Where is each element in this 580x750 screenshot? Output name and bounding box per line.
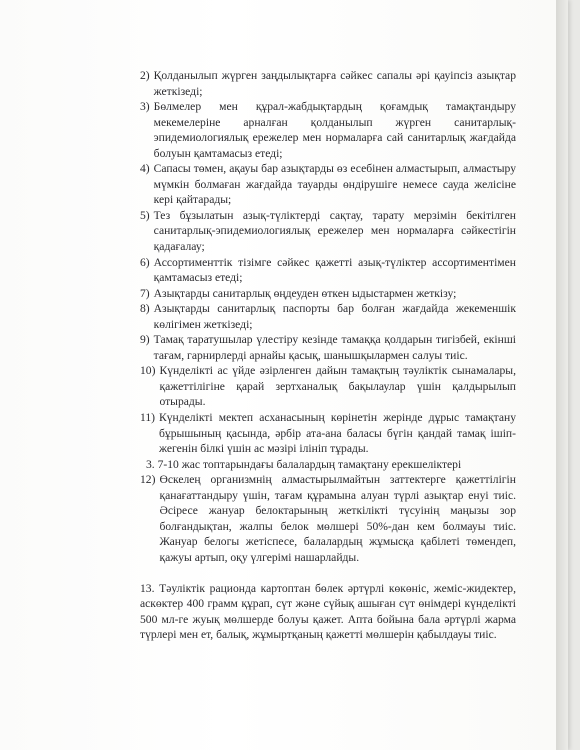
page-edge xyxy=(556,0,568,750)
item-number: 10) xyxy=(140,364,156,378)
list-item xyxy=(140,255,516,286)
list-item xyxy=(140,68,516,99)
item-text: Азықтарды санитарлық өңдеуден өткен ыдыстармен жеткізу; xyxy=(153,286,457,300)
item-text: Қолданылып жүрген заңдылықтарға сәйкес сапалы әрі қауіпсіз азықтар жеткізеді; xyxy=(153,69,516,98)
item-number: 6) xyxy=(140,255,150,269)
list-item xyxy=(140,472,516,565)
item-text: Өскелең организмнің алмастырылмайтын заттектерге қажеттілігін қанағаттандыру үшін, тағам құрамына алуан түрлі азықтар енуі тиіс. Әсіресе жануар белоктарының жеткіліктi түсуінің маңызы зор болғандықтан, жалпы белок мөлшері 50%-дан кем болмауы тиіс. Жануар белогы жетіспесе, балалардың жұмысқа қабілеті төмендеп, қажуы артып, оқу үлгерімі нашарлайды. xyxy=(159,473,516,564)
list-item xyxy=(140,286,516,302)
list-item xyxy=(140,301,516,332)
item-text: Күнделікті ас үйде әзірленген дайын тамақтың тәуліктік сынамалары, қажеттілігіне қарай зертханалық бақылаулар үшін қалдырылып отырады. xyxy=(159,364,516,409)
item-number: 3) xyxy=(140,100,150,114)
item-text: Тамақ таратушылар үлестіру кезінде тамаққа қолдарын тигізбей, екінші тағам, гарнирлерді арнайы қасық, шанышқылармен салуы тиіс. xyxy=(153,333,516,362)
item-number: 5) xyxy=(140,208,150,222)
paragraph-gap xyxy=(140,566,516,581)
list-item xyxy=(140,161,516,208)
paragraph-13: 13. Тәуліктік рационда картоптан бөлек әртүрлі көкөніс, жеміс-жидектер, аскөктер 400 грамм құрап, сүт және сүйық ашыған сүт өнімдері күнделікті 500 мл-ге жуық мөлшерде болуы қажет. Апта бойына бала әртүрлі жарма түрлері мен ет, балық, жұмыртқаның қажетті мөлшерін қабылдауы тиіс. xyxy=(140,581,516,642)
list-item xyxy=(140,363,516,410)
item-text: Бөлмелер мен құрал-жабдықтардың қоғамдық тамақтандыру мекемелеріне арналған қолданылып жүрген санитарлық-эпидемиологиялық ережелер мен нормаларға сай санитарлық жағдайда болуын қамтамасыз етеді; xyxy=(153,100,516,160)
section-heading: 3. 7-10 жас топтарындағы балалардың тамақтану ерекшеліктері xyxy=(146,457,462,471)
item-text: Тез бұзылатын азық-түліктерді сақтау, тарату мерзімін бекітілген санитарлық-эпидемиологиялық ережелер мен нормаларға сәйкестігін қадағалау; xyxy=(153,208,516,254)
list-item xyxy=(140,208,516,255)
item-number: 7) xyxy=(140,286,150,300)
item-text: Азықтарды санитарлық паспорты бар болған жағдайда жекеменшік көлігімен жеткізеді; xyxy=(153,302,516,331)
item-number: 11) xyxy=(140,411,156,425)
list-item xyxy=(140,332,516,363)
item-number: 2) xyxy=(140,69,150,82)
document-body xyxy=(140,68,516,643)
item-number: 9) xyxy=(140,333,150,347)
item-number: 4) xyxy=(140,162,150,176)
item-number: 12) xyxy=(140,473,156,487)
item-text: Сапасы төмен, ақауы бар азықтарды өз есебінен алмастырып, алмастыру мүмкін болмаған жағдайда тауарды өндірушіге немесе сауда желісіне кері қайтарады; xyxy=(153,162,516,207)
item-number: 8) xyxy=(140,302,150,316)
item-text: Күнделікті мектеп асханасының көрінетін жерінде дұрыс тамақтану бұрышының қасында, әрбір ата-ана баласы бүгін қандай тамақ ішіп-жегенін білкі үшін ас мәзірі ілініп тұрады. xyxy=(159,411,516,456)
item-text: Ассортименттік тізімге сәйкес қажетті азық-түліктер ассортиментімен қамтамасыз етеді; xyxy=(153,255,516,285)
list-item xyxy=(140,410,516,457)
list-item xyxy=(140,99,516,161)
